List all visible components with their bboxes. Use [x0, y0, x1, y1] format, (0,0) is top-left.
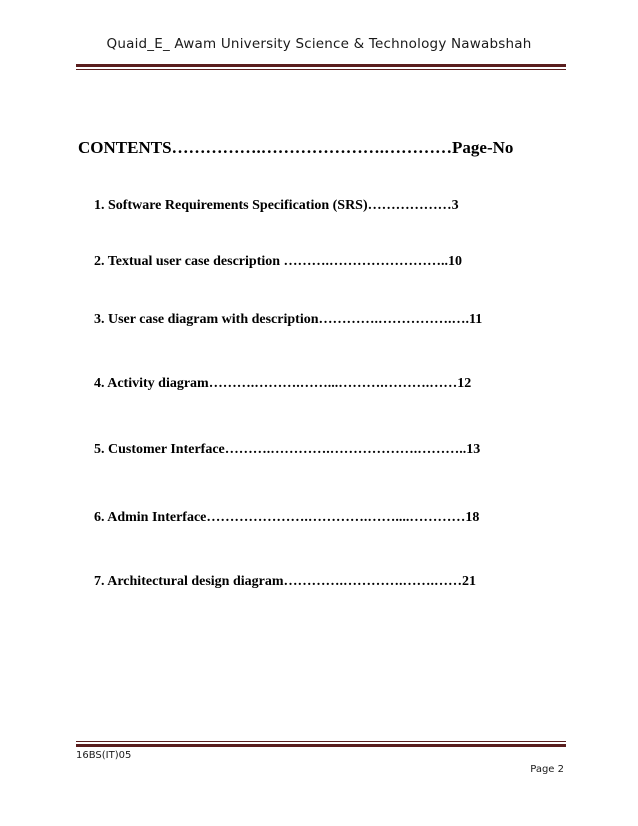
header-rule-thin — [76, 69, 566, 70]
footer-page-number: Page 2 — [530, 764, 564, 775]
header-rule-thick — [76, 64, 566, 67]
toc-entry-activity-diagram: 4. Activity diagram……….……….……...……….……….……12 — [94, 376, 472, 391]
toc-entry-architectural-diagram: 7. Architectural design diagram………….………….…….……21 — [94, 574, 477, 589]
header-title: Quaid_E_ Awam University Science & Technology Nawabshah — [106, 36, 532, 52]
toc-entry-textual-use-case: 2. Textual user case description ……….……………………..10 — [94, 254, 463, 269]
footer-document-id: 16BS(IT)05 — [76, 750, 132, 761]
toc-entry-customer-interface: 5. Customer Interface……….………….……………….………..13 — [94, 442, 481, 457]
toc-entry-use-case-diagram: 3. User case diagram with description………….…………….….11 — [94, 312, 483, 327]
contents-heading: CONTENTS…………….………………….…………Page-No — [78, 138, 514, 157]
footer-rule-thick — [76, 744, 566, 747]
toc-entry-srs: 1. Software Requirements Specification (SRS)………………3 — [94, 198, 459, 213]
toc-entry-admin-interface: 6. Admin Interface………………….………….……....…………18 — [94, 510, 480, 525]
footer-rule-thin — [76, 741, 566, 742]
